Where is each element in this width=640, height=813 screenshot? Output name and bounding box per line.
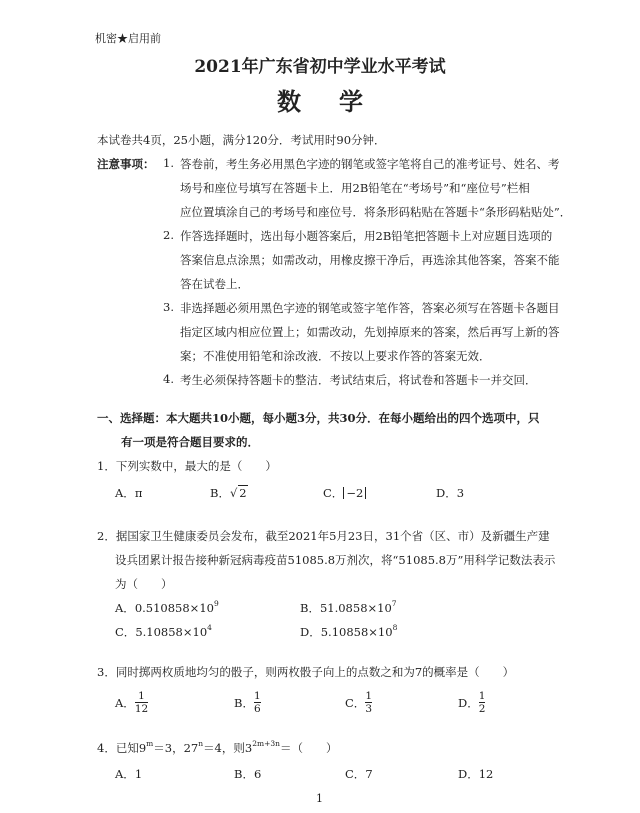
- question-2-stem-line-2: 设兵团累计报告接种新冠病毒疫苗51085.8万剂次，将“51085.8万”用科学记数法表示: [115, 553, 556, 567]
- q4-option-d: D．12: [458, 767, 494, 781]
- fraction: $\frac{1}{2}$: [478, 690, 486, 715]
- note-4-line-1: 考生必须保持答题卡的整洁．考试结束后，将试卷和答题卡一并交回．: [180, 373, 537, 387]
- note-2-num: 2.: [163, 228, 174, 242]
- q1-option-a: A．π: [115, 486, 143, 500]
- q1-option-d: D．3: [436, 486, 465, 500]
- q4-option-b: B．6: [234, 767, 262, 781]
- page-number: 1: [316, 792, 323, 805]
- q2-option-a: A．$0.510858\times 10^9$: [115, 599, 219, 615]
- note-1-line-2: 场号和座位号填写在答题卡上．用2B铅笔在“考场号”和“座位号”栏相: [180, 181, 530, 195]
- q4-option-c: C．7: [345, 767, 373, 781]
- confidential-label: 机密★启用前: [95, 32, 161, 45]
- note-4-num: 4.: [163, 372, 174, 386]
- q2-option-b: B．$51.0858\times 10^7$: [300, 599, 397, 615]
- question-1-stem: 1．下列实数中，最大的是（ ）: [97, 459, 277, 473]
- q1-option-c: C． −2: [323, 485, 366, 501]
- q3-option-c: C． $\frac{1}{3}$: [345, 690, 372, 715]
- exam-intro: 本试卷共4页，25小题，满分120分．考试用时90分钟．: [97, 133, 386, 147]
- q4-option-a: A．1: [115, 767, 143, 781]
- subject-title: 数学: [277, 87, 401, 116]
- section-heading-line-2: 有一项是符合题目要求的．: [121, 435, 259, 449]
- q3-option-a: A． $\frac{1}{12}$: [115, 690, 149, 715]
- note-1-line-3: 应位置填涂自己的考场号和座位号．将条形码粘贴在答题卡“条形码粘贴处”．: [180, 205, 572, 219]
- note-2-line-3: 答在试卷上．: [180, 277, 249, 291]
- note-1-line-1: 答卷前，考生务必用黑色字迹的钢笔或签字笔将自己的准考证号、姓名、考: [180, 157, 560, 171]
- fraction: $\frac{1}{12}$: [134, 690, 149, 715]
- note-1-num: 1.: [163, 156, 174, 170]
- note-2-line-1: 作答选择题时，选出每小题答案后，用2B铅笔把答题卡上对应题目选项的: [180, 229, 553, 243]
- question-3-stem: 3．同时掷两枚质地均匀的骰子，则两枚骰子向上的点数之和为7的概率是（ ）: [97, 665, 515, 679]
- question-4-stem: 4．已知$9^m=3$，$27^n=4$，则$3^{2m+3n}=$（ ）: [97, 739, 338, 755]
- notes-label: 注意事项：: [97, 157, 155, 171]
- section-heading-line-1: 一、选择题：本大题共10小题，每小题3分，共30分．在每小题给出的四个选项中，只: [97, 411, 540, 425]
- q2-option-c: C．$5.10858\times 10^4$: [115, 623, 212, 639]
- fraction: $\frac{1}{3}$: [365, 690, 372, 715]
- q3-option-b: B． $\frac{1}{6}$: [234, 690, 261, 715]
- q2-option-d: D．$5.10858\times 10^8$: [300, 623, 398, 639]
- note-3-num: 3.: [163, 300, 174, 314]
- q3-option-d: D． $\frac{1}{2}$: [458, 690, 486, 715]
- question-2-stem-line-1: 2．据国家卫生健康委员会发布，截至2021年5月23日，31个省（区、市）及新疆生产建: [97, 529, 550, 543]
- q1-option-b: B．√ 2: [210, 486, 247, 500]
- note-2-line-2: 答案信息点涂黑；如需改动，用橡皮擦干净后，再选涂其他答案，答案不能: [180, 253, 560, 267]
- sqrt-sign: √: [229, 486, 238, 500]
- question-2-stem-line-3: 为（ ）: [115, 577, 173, 591]
- note-3-line-2: 指定区域内相应位置上；如需改动，先划掉原来的答案，然后再写上新的答: [180, 325, 560, 339]
- fraction: $\frac{1}{6}$: [253, 690, 261, 715]
- note-3-line-3: 案；不准使用铅笔和涂改液．不按以上要求作答的答案无效．: [180, 349, 491, 363]
- exam-title: 2021年广东省初中学业水平考试: [194, 57, 446, 77]
- note-3-line-1: 非选择题必须用黑色字迹的钢笔或签字笔作答，答案必须写在答题卡各题目: [180, 301, 560, 315]
